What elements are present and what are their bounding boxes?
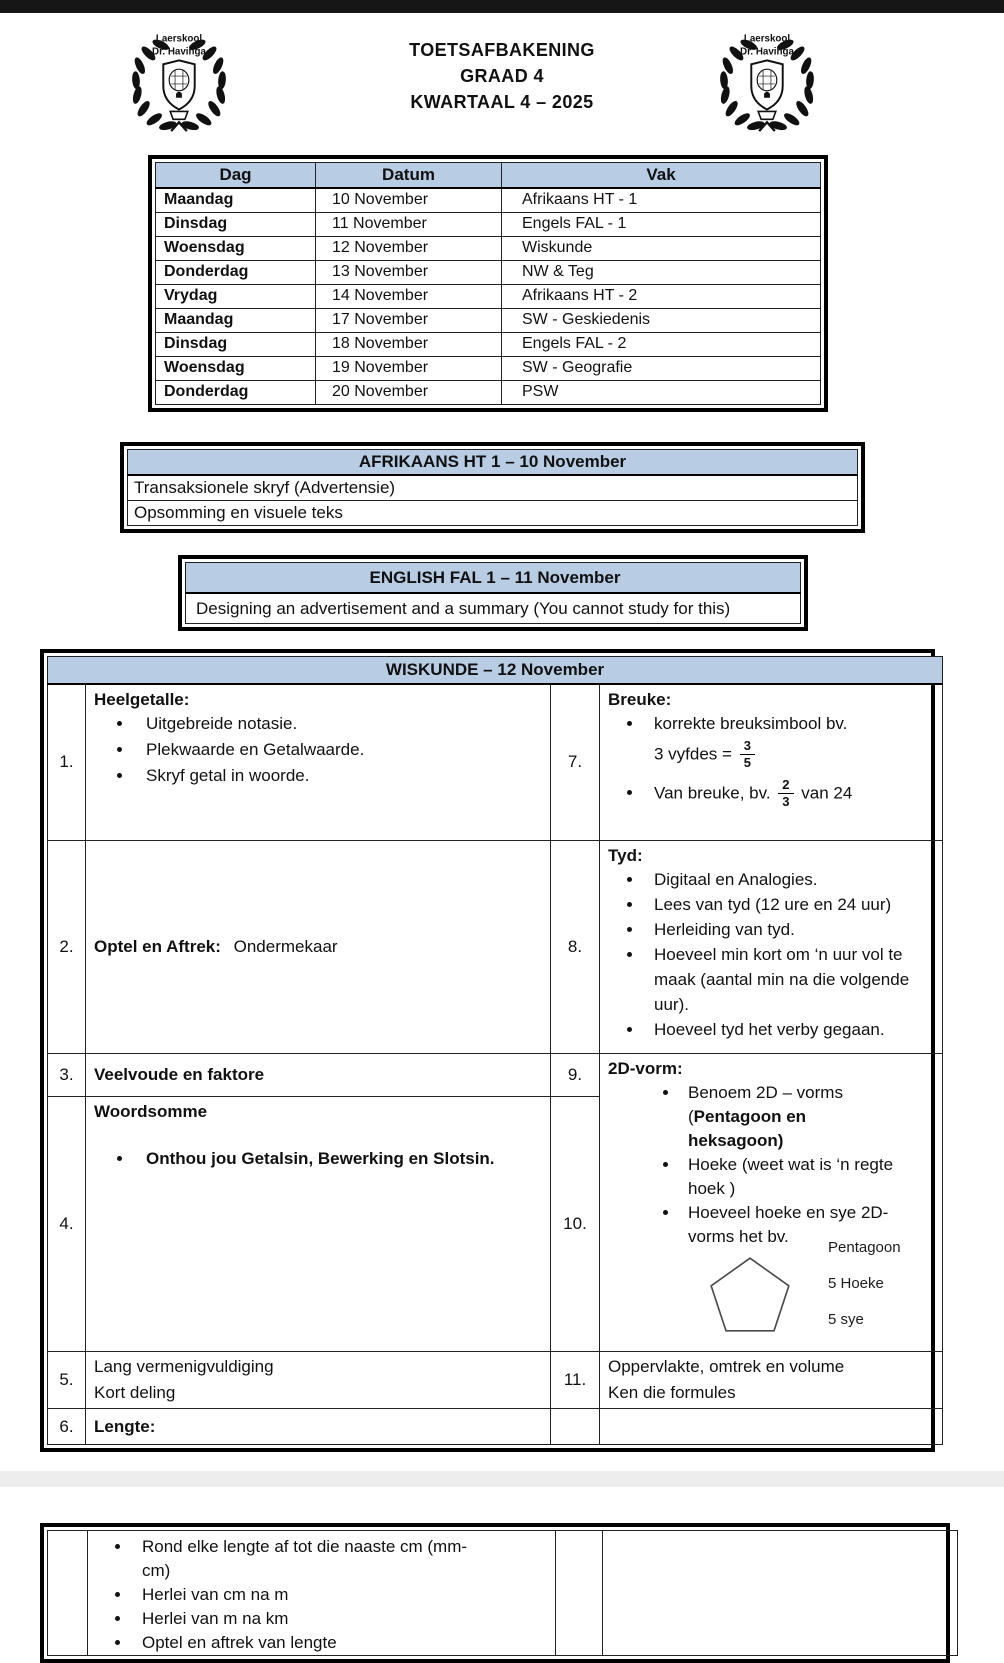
bullet-item: • Digitaal en Analogies. [644, 867, 912, 892]
fraction-label: Van breuke, bv. [654, 783, 771, 803]
breuke-line2 [654, 739, 936, 771]
school-logo-right [706, 27, 828, 135]
cell-date: 14 November [316, 284, 502, 308]
wiskunde-section [40, 649, 935, 1453]
logo-school-name2: Dr. Havinga [740, 46, 794, 58]
lengte-detail-cell [88, 1531, 556, 1656]
cell-date: 18 November [316, 332, 502, 356]
wiskunde-cell-optel-aftrek [86, 841, 551, 1054]
fraction-numerator: 2 [778, 778, 793, 794]
document-header [0, 27, 1004, 139]
topic-line: Ken die formules [608, 1383, 736, 1402]
bullet-text: Benoem 2D – vorms ( [688, 1083, 843, 1126]
cell-date: 20 November [316, 380, 502, 404]
fraction-three-fifths [740, 739, 755, 771]
page-title [0, 37, 1004, 115]
bullet-text: ) [777, 1131, 784, 1150]
empty-number-cell [48, 1531, 88, 1656]
cell-day: Vrydag [156, 284, 316, 308]
afrikaans-topic-row: Transaksionele skryf (Advertensie) [128, 475, 858, 501]
topic-heading: Tyd: [608, 846, 643, 865]
wiskunde-cell-woordsomme [86, 1097, 551, 1352]
cell-subject: SW - Geografie [502, 356, 821, 380]
english-topic-text: Designing an advertisement and a summary (You cannot study for this) [196, 598, 731, 618]
bullet-item: • Hoeveel tyd het verby gegaan. [644, 1017, 912, 1042]
cell-date: 11 November [316, 212, 502, 236]
cell-day: Donderdag [156, 380, 316, 404]
afrikaans-section [120, 442, 865, 533]
fraction-two-thirds [778, 778, 793, 810]
schedule-row [156, 284, 821, 308]
fraction-denominator: 5 [743, 754, 751, 770]
english-section-title: ENGLISH FAL 1 – 11 November [186, 562, 801, 593]
wiskunde-cell-veelvoude: Veelvoude en faktore [86, 1054, 551, 1097]
scan-top-bar [0, 0, 1004, 13]
title-line-2: GRAAD 4 [460, 66, 544, 86]
afrikaans-topic-row: Opsomming en visuele teks [128, 500, 858, 525]
pentagon-sides-label: 5 sye [828, 1311, 864, 1328]
cell-date: 17 November [316, 308, 502, 332]
bullet-item: • Lees van tyd (12 ure en 24 uur) [644, 892, 912, 917]
schedule-row [156, 308, 821, 332]
cell-date: 13 November [316, 260, 502, 284]
bullet-item [644, 778, 936, 810]
logo-school-name: Laerskool [743, 33, 791, 45]
fraction-denominator: 3 [782, 794, 790, 810]
topic-text: Ondermekaar [233, 937, 338, 956]
pentagon-labels [828, 1239, 901, 1347]
wiskunde-section-title: WISKUNDE – 12 November [48, 656, 943, 684]
fraction-label: 3 vyfdes = [654, 743, 732, 763]
item-number: 2. [48, 841, 86, 1054]
topic-heading: Breuke: [608, 689, 672, 709]
header-dag: Dag [156, 163, 316, 189]
schedule-row [156, 188, 821, 212]
cell-subject: Engels FAL - 1 [502, 212, 821, 236]
bullet-item: • Herlei van m na km [132, 1607, 477, 1631]
bullet-item: • Plekwaarde en Getalwaarde. [134, 737, 544, 763]
wiskunde-cell-vermenigvuldiging [86, 1352, 551, 1409]
bullet-item: • Uitgebreide notasie. [134, 711, 544, 737]
bullet-item: • Hoeveel min kort om ‘n uur vol te maak (aantal min na die volgende uur). [644, 942, 912, 1017]
topic-line: Lang vermenigvuldiging [94, 1357, 274, 1376]
empty-cell [600, 1409, 943, 1445]
bullet-item: • Rond elke lengte af tot die naaste cm (mm-cm) [132, 1535, 477, 1583]
pentagon-figure [704, 1239, 936, 1347]
item-number: 10. [551, 1097, 600, 1352]
logo-school-name2: Dr. Havinga [152, 46, 206, 58]
wiskunde-cell-tyd [600, 841, 943, 1054]
cell-subject: Engels FAL - 2 [502, 332, 821, 356]
title-line-3: KWARTAAL 4 – 2025 [410, 92, 594, 112]
schedule-row [156, 356, 821, 380]
schedule-table [148, 155, 828, 412]
page-break-band [0, 1471, 1004, 1487]
empty-cell [551, 1409, 600, 1445]
bullet-item [644, 711, 936, 771]
bullet-item [680, 1081, 972, 1153]
cell-day: Dinsdag [156, 332, 316, 356]
title-line-1: TOETSAFBAKENING [409, 40, 595, 60]
cell-subject: Wiskunde [502, 236, 821, 260]
bullet-item: • Optel en aftrek van lengte [132, 1631, 477, 1655]
logo-school-name: Laerskool [155, 33, 203, 45]
topic-line: Kort deling [94, 1383, 176, 1402]
cell-subject: SW - Geskiedenis [502, 308, 821, 332]
empty-number-cell [556, 1531, 603, 1656]
pentagon-icon [704, 1255, 796, 1337]
wiskunde-cell-lengte: Lengte: [86, 1409, 551, 1445]
cell-date: 10 November [316, 188, 502, 212]
afrikaans-section-title: AFRIKAANS HT 1 – 10 November [128, 449, 858, 475]
schedule-row [156, 332, 821, 356]
cell-subject: PSW [502, 380, 821, 404]
cell-subject: Afrikaans HT - 1 [502, 188, 821, 212]
header-datum: Datum [316, 163, 502, 189]
empty-cell [603, 1531, 958, 1656]
pentagon-corners-label: 5 Hoeke [828, 1275, 884, 1292]
cell-subject: Afrikaans HT - 2 [502, 284, 821, 308]
topic-heading: 2D-vorm: [608, 1059, 683, 1078]
header-vak: Vak [502, 163, 821, 189]
bullet-item: • Onthou jou Getalsin, Bewerking en Slotsin. [134, 1146, 544, 1172]
cell-day: Maandag [156, 188, 316, 212]
item-number: 7. [551, 684, 600, 841]
bullet-item: • Hoeke (weet wat is ‘n regte hoek ) [680, 1153, 972, 1201]
topic-line: Oppervlakte, omtrek en volume [608, 1357, 845, 1376]
schedule-row [156, 260, 821, 284]
schedule-row [156, 380, 821, 404]
english-section [178, 555, 808, 631]
cell-subject: NW & Teg [502, 260, 821, 284]
lengte-continuation-table [40, 1523, 950, 1663]
item-number: 11. [551, 1352, 600, 1409]
bullet-item: • Herlei van cm na m [132, 1583, 477, 1607]
schedule-row [156, 236, 821, 260]
item-number: 4. [48, 1097, 86, 1352]
item-number: 3. [48, 1054, 86, 1097]
item-number: 1. [48, 684, 86, 841]
cell-day: Maandag [156, 308, 316, 332]
topic-heading: Woordsomme [94, 1102, 208, 1122]
bullet-text-bold: Pentagoon en heksagoon [688, 1107, 807, 1150]
wiskunde-cell-2d-vorm [600, 1054, 943, 1352]
wiskunde-cell-oppervlakte [600, 1352, 943, 1409]
cell-day: Woensdag [156, 236, 316, 260]
item-number: 9. [551, 1054, 600, 1097]
topic-heading: Heelgetalle: [94, 689, 190, 709]
pentagon-name-label: Pentagoon [828, 1239, 901, 1256]
schedule-row [156, 212, 821, 236]
topic-heading: Optel en Aftrek: [94, 937, 221, 956]
schedule-header-row [156, 163, 821, 189]
cell-date: 19 November [316, 356, 502, 380]
bullet-item: • Skryf getal in woorde. [134, 763, 544, 789]
item-number: 6. [48, 1409, 86, 1445]
english-topic-row [186, 593, 801, 624]
item-number: 5. [48, 1352, 86, 1409]
fraction-label-post: van 24 [801, 783, 853, 803]
bullet-item: • Hoeveel hoeke en sye 2D-vorms het bv. [680, 1201, 972, 1249]
fraction-numerator: 3 [740, 739, 755, 755]
breuke-line1: • korrekte breuksimbool bv. [654, 713, 848, 733]
cell-day: Donderdag [156, 260, 316, 284]
cell-day: Woensdag [156, 356, 316, 380]
cell-date: 12 November [316, 236, 502, 260]
cell-day: Dinsdag [156, 212, 316, 236]
item-number: 8. [551, 841, 600, 1054]
wiskunde-cell-breuke [600, 684, 943, 841]
bullet-item: • Herleiding van tyd. [644, 917, 912, 942]
wiskunde-cell-heelgetalle [86, 684, 551, 841]
